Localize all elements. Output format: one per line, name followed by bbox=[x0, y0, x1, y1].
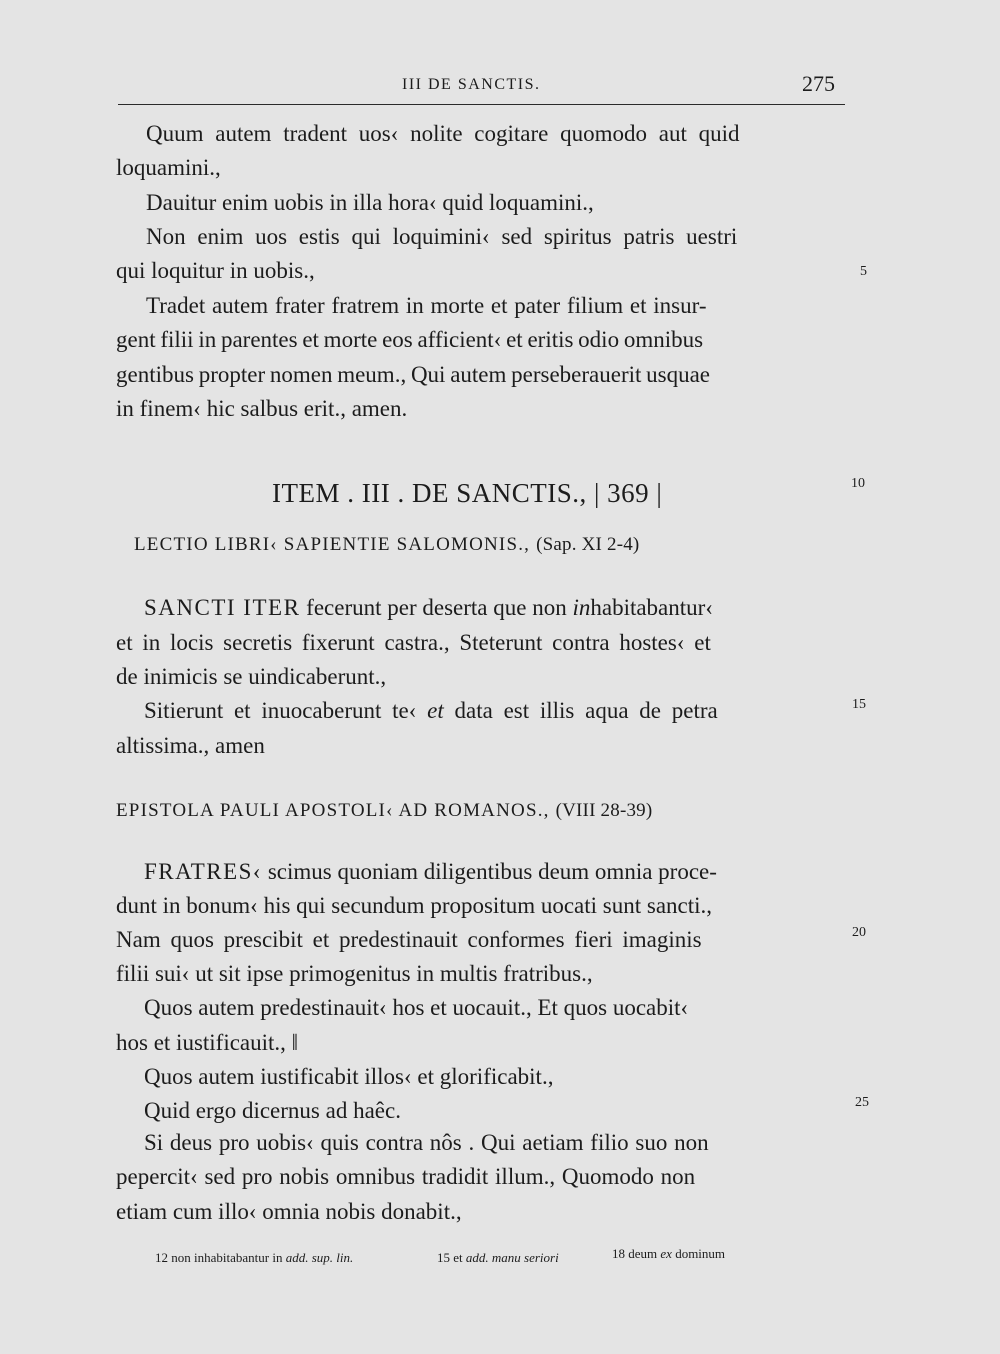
text-line: Quos autem predestinauit‹ hos et uocauit., Et quos uocabit‹ bbox=[144, 995, 689, 1020]
text-line: in finem‹ hic salbus erit., amen. bbox=[116, 396, 408, 421]
italic-addition: in bbox=[572, 595, 591, 620]
text-line: qui loquitur in uobis., bbox=[116, 258, 315, 283]
reading-title-text: EPISTOLA PAULI APOSTOLI‹ AD ROMANOS., bbox=[116, 800, 550, 821]
reading-title bbox=[134, 534, 639, 556]
text-line: loquamini., bbox=[116, 155, 221, 180]
line-number: 15 bbox=[852, 697, 866, 712]
footnote bbox=[612, 1246, 725, 1262]
text-line: et in locis secretis fixerunt castra., Steterunt contra hostes‹ et bbox=[116, 630, 711, 655]
text-span: scimus quoniam diligentibus deum omnia proce- bbox=[267, 859, 717, 884]
text-line bbox=[144, 594, 713, 622]
italic-addition: et bbox=[427, 698, 444, 723]
incipit-caps: SANCTI ITER bbox=[144, 595, 301, 620]
reading-reference: (Sap. XI 2-4) bbox=[536, 534, 640, 555]
text-span: data est illis aqua de petra bbox=[454, 698, 718, 723]
text-line: hos et iustificauit., ‖ bbox=[116, 1030, 299, 1055]
text-line bbox=[144, 697, 718, 725]
text-line: Si deus pro uobis‹ quis contra nôs . Qui aetiam filio suo non bbox=[144, 1130, 709, 1155]
page-number: 275 bbox=[802, 71, 835, 96]
text-line: Quum autem tradent uos‹ nolite cogitare quomodo aut quid bbox=[146, 121, 740, 146]
text-line: Nam quos prescibit et predestinauit conformes fieri imaginis bbox=[116, 927, 702, 952]
text-span: habitabantur‹ bbox=[590, 595, 713, 620]
text-line: Quid ergo dicernus ad haêc. bbox=[144, 1098, 401, 1123]
line-number: 20 bbox=[852, 925, 866, 940]
text-line: pepercit‹ sed pro nobis omnibus tradidit illum., Quomodo non bbox=[116, 1164, 696, 1189]
text-line: Tradet autem frater fratrem in morte et pater filium et insur- bbox=[146, 293, 707, 318]
reading-title bbox=[116, 800, 652, 822]
text-span: Sitierunt et inuocaberunt te‹ bbox=[144, 698, 417, 723]
text-line: Non enim uos estis qui loquimini‹ sed spiritus patris uestri bbox=[146, 224, 738, 249]
footnote-italic: add. sup. lin. bbox=[285, 1250, 354, 1265]
footnote-text: et bbox=[453, 1250, 463, 1265]
text-line: Quos autem iustificabit illos‹ et glorificabit., bbox=[144, 1064, 554, 1089]
line-number: 10 bbox=[851, 476, 865, 491]
footnote bbox=[437, 1250, 559, 1266]
reading-title-text: LECTIO LIBRI‹ SAPIENTIE SALOMONIS., bbox=[134, 534, 531, 555]
reading-reference: (VIII 28-39) bbox=[555, 800, 653, 821]
text-line: de inimicis se uindicaberunt., bbox=[116, 664, 387, 689]
text-span: fecerunt per deserta que non bbox=[306, 595, 567, 620]
text-line: filii sui‹ ut sit ipse primogenitus in multis fratribus., bbox=[116, 961, 593, 986]
footnote-italic: ex bbox=[660, 1246, 672, 1261]
footnote-text: dominum bbox=[675, 1246, 726, 1261]
text-line: altissima., amen bbox=[116, 733, 265, 758]
footnote-italic: add. manu seriori bbox=[465, 1250, 559, 1265]
footnote-text: 18 deum bbox=[612, 1246, 658, 1261]
text-line bbox=[144, 858, 717, 886]
header-rule bbox=[118, 104, 845, 105]
text-line: gent filii in parentes et morte eos afficient‹ et eritis odio omnibus bbox=[116, 327, 704, 352]
text-line: Dauitur enim uobis in illa hora‹ quid loquamini., bbox=[146, 190, 594, 215]
line-number: 5 bbox=[860, 264, 867, 279]
text-line: etiam cum illo‹ omnia nobis donabit., bbox=[116, 1199, 462, 1224]
running-header: III DE SANCTIS. bbox=[402, 76, 541, 93]
footnote-text: 15 bbox=[437, 1250, 450, 1265]
text-line: dunt in bonum‹ his qui secundum propositum uocati sunt sancti., bbox=[116, 893, 713, 918]
footnote-text: 12 non inhabitabantur in bbox=[155, 1250, 283, 1265]
text-line: gentibus propter nomen meum., Qui autem perseberauerit usquae bbox=[116, 362, 711, 387]
line-number: 25 bbox=[855, 1095, 869, 1110]
footnote bbox=[155, 1250, 353, 1266]
incipit-caps: FRATRES‹ bbox=[144, 859, 263, 884]
section-heading: ITEM . III . DE SANCTIS., | 369 | bbox=[272, 478, 663, 508]
